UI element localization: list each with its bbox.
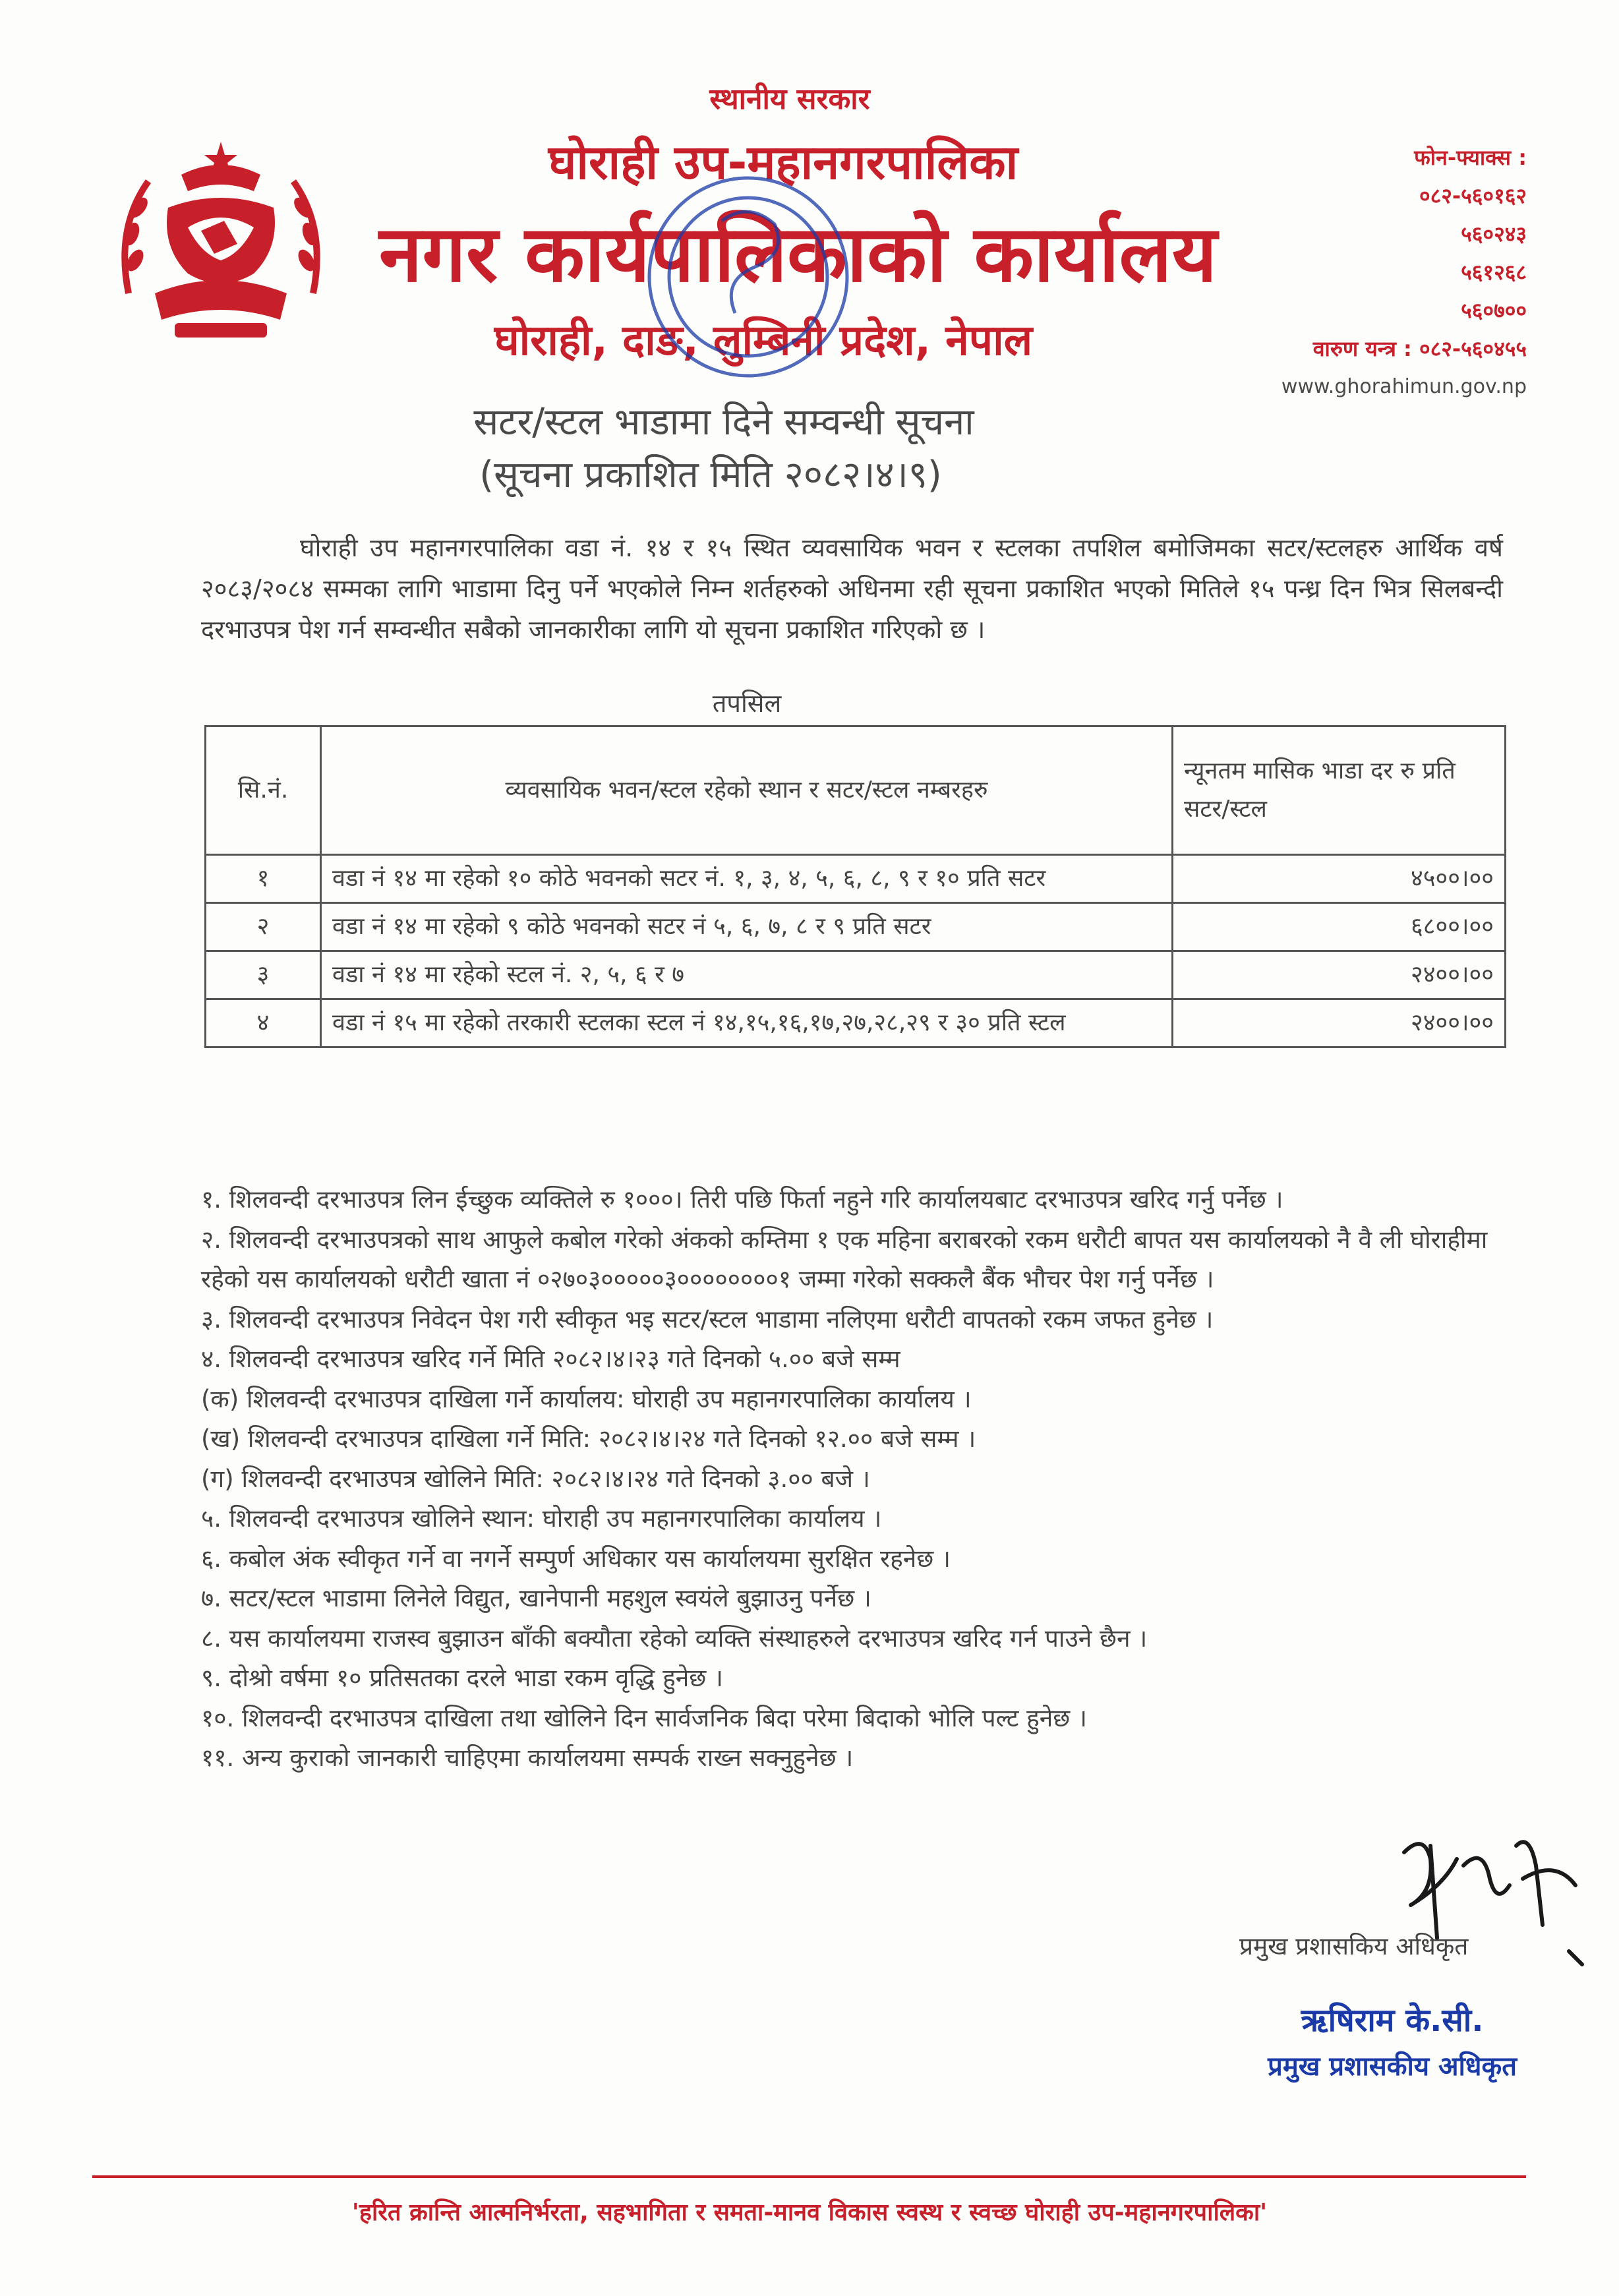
row-location: वडा नं १४ मा रहेको १० कोठे भवनको सटर नं. १, ३, ४, ५, ६, ८, ९ र १० प्रति सटर — [321, 855, 1173, 903]
header-location: व्यवसायिक भवन/स्टल रहेको स्थान र सटर/स्टल नम्बरहरु — [321, 726, 1173, 855]
notice-title: सटर/स्टल भाडामा दिने सम्वन्धी सूचना — [473, 401, 974, 444]
condition-item: ६. कबोल अंक स्वीकृत गर्ने वा नगर्ने सम्पुर्ण अधिकार यस कार्यालयमा सुरक्षित रहनेछ । — [201, 1544, 951, 1573]
phone-number: ५६०७०० — [1461, 298, 1527, 323]
letterhead — [0, 0, 1619, 396]
table-row — [206, 951, 1506, 999]
fire-brigade-number: वारुण यन्त्र : ०८२-५६०४५५ — [1312, 336, 1527, 361]
row-serial-number: ३ — [206, 951, 321, 999]
condition-item: ८. यस कार्यालयमा राजस्व बुझाउन बाँकी बक्यौता रहेको व्यक्ति संस्थाहरुले दरभाउपत्र खरिद गर्न पाउने छैन । — [201, 1624, 1148, 1653]
office-address: घोराही, दाङ, लुम्बिनी प्रदेश, नेपाल — [494, 316, 1033, 365]
row-location: वडा नं १५ मा रहेको तरकारी स्टलका स्टल नं १४,१५,१६,१७,२७,२८,२९ र ३० प्रति स्टल — [321, 999, 1173, 1047]
table-row — [206, 999, 1506, 1047]
row-rate: २४००।०० — [1173, 951, 1506, 999]
condition-item: ११. अन्य कुराको जानकारी चाहिएमा कार्यालयमा सम्पर्क राख्न सक्नुहुनेछ । — [201, 1744, 854, 1772]
row-rate: २४००।०० — [1173, 999, 1506, 1047]
condition-item: ९. दोश्रो वर्षमा १० प्रतिसतका दरले भाडा रकम वृद्धि हुनेछ । — [201, 1664, 723, 1692]
municipality-name: घोराही उप-महानगरपालिका — [548, 134, 1018, 190]
row-location: वडा नं १४ मा रहेको ९ कोठे भवनको सटर नं ५, ६, ७, ८ र ९ प्रति सटर — [321, 903, 1173, 951]
condition-item: १०. शिलवन्दी दरभाउपत्र दाखिला तथा खोलिने दिन सार्वजनिक बिदा परेमा बिदाको भोलि पल्ट हुनेछ । — [201, 1703, 1088, 1732]
rent-rate-table — [204, 725, 1506, 1048]
contact-block — [1281, 138, 1527, 406]
notice-intro-paragraph: घोराही उप महानगरपालिका वडा नं. १४ र १५ स्थित व्यवसायिक भवन र स्टलका तपशिल बमोजिमका सटर/स्टलहरु आर्थिक वर्ष २०८३/२०८४ सम्मका लागि भाडामा दिनु पर्ने भएकोले निम्न शर्तहरुको अधिनमा रही सूचना प्रकाशित भएको मितिले १५ पन्ध्र दिन भित्र सिलबन्दी दरभाउपत्र पेश गर्न सम्वन्धीत सबैको जानकारीका लागि यो सूचना प्रकाशित गरिएको छ । — [201, 533, 1503, 644]
phone-number: ५६१२६८ — [1461, 260, 1527, 285]
office-name: नगर कार्यपालिकाको कार्यालय — [379, 208, 1218, 299]
condition-item: ५. शिलवन्दी दरभाउपत्र खोलिने स्थान: घोराही उप महानगरपालिका कार्यालय । — [201, 1504, 882, 1533]
table-row — [206, 855, 1506, 903]
row-location: वडा नं १४ मा रहेको स्टल नं. २, ५, ६ र ७ — [321, 951, 1173, 999]
header-minimum-rate: न्यूनतम मासिक भाडा दर रु प्रति सटर/स्टल — [1173, 726, 1506, 855]
signatory-name: ऋषिराम के.सी. — [1301, 2002, 1484, 2039]
footer-divider — [92, 2175, 1526, 2178]
row-rate: ६८००।०० — [1173, 903, 1506, 951]
table-row — [206, 903, 1506, 951]
phone-number: ०८२-५६०१६२ — [1419, 183, 1527, 208]
table-caption: तपसिल — [712, 689, 782, 718]
row-rate: ४५००।०० — [1173, 855, 1506, 903]
condition-item: १. शिलवन्दी दरभाउपत्र लिन ईच्छुक व्यक्तिले रु १०००। तिरी पछि फिर्ता नहुने गरि कार्यालयबाट दरभाउपत्र खरिद गर्नु पर्नेछ । — [201, 1185, 1283, 1214]
header-serial-number: सि.नं. — [206, 726, 321, 855]
condition-item: २. शिलवन्दी दरभाउपत्रको साथ आफुले कबोल गरेको अंकको कम्तिमा १ एक महिना बराबरको रकम धरौटी बापत यस कार्यालयको नेै वै ली घोराहीमा रहेको यस कार्यालयको धरौटी खाता नं ०२७०३०००००३००००००००१ जम्मा गरेको सक्कलै बैंक भौचर पेश गर्नु पर्नेछ । — [201, 1225, 1488, 1293]
condition-item: (क) शिलवन्दी दरभाउपत्र दाखिला गर्ने कार्यालय: घोराही उप महानगरपालिका कार्यालय । — [201, 1384, 972, 1413]
local-government-label: स्थानीय सरकार — [709, 82, 870, 116]
signatory-designation: प्रमुख प्रशासकीय अधिकृत — [1268, 2051, 1517, 2082]
row-serial-number: १ — [206, 855, 321, 903]
notice-date: (सूचना प्रकाशित मिति २०८२।४।९) — [479, 454, 942, 496]
row-serial-number: ४ — [206, 999, 321, 1047]
conditions-list — [201, 1180, 1513, 1779]
condition-item: (ग) शिलवन्दी दरभाउपत्र खोलिने मिति: २०८२।४।२४ गते दिनको ३.०० बजे । — [201, 1464, 870, 1493]
table-header-row — [206, 726, 1506, 855]
phone-fax-label: फोन-फ्याक्स : — [1414, 145, 1527, 170]
footer-slogan: 'हरित क्रान्ति आत्मनिर्भरता, सहभागिता र समता-मानव विकास स्वस्थ र स्वच्छ घोराही उप-महानगरपालिका' — [351, 2199, 1268, 2226]
signatory-title: प्रमुख प्रशासकिय अधिकृत — [1239, 1932, 1469, 1960]
website-link[interactable]: www.ghorahimun.gov.np — [1281, 375, 1527, 398]
condition-item: ४. शिलवन्दी दरभाउपत्र खरिद गर्ने मिति २०८२।४।२३ गते दिनको ५.०० बजे सम्म — [201, 1345, 900, 1373]
condition-item: (ख) शिलवन्दी दरभाउपत्र दाखिला गर्ने मिति: २०८२।४।२४ गते दिनको १२.०० बजे सम्म । — [201, 1425, 976, 1453]
signatory-stamp — [1268, 1997, 1517, 2090]
condition-item: ७. सटर/स्टल भाडामा लिनेले विद्युत, खानेपानी महशुल स्वयंले बुझाउनु पर्नेछ । — [201, 1584, 871, 1612]
condition-item: ३. शिलवन्दी दरभाउपत्र निवेदन पेश गरी स्वीकृत भइ सटर/स्टल भाडामा नलिएमा धरौटी वापतको रकम जफत हुनेछ । — [201, 1305, 1214, 1334]
phone-number: ५६०२४३ — [1461, 221, 1527, 247]
row-serial-number: २ — [206, 903, 321, 951]
office-stamp-icon — [623, 162, 887, 399]
